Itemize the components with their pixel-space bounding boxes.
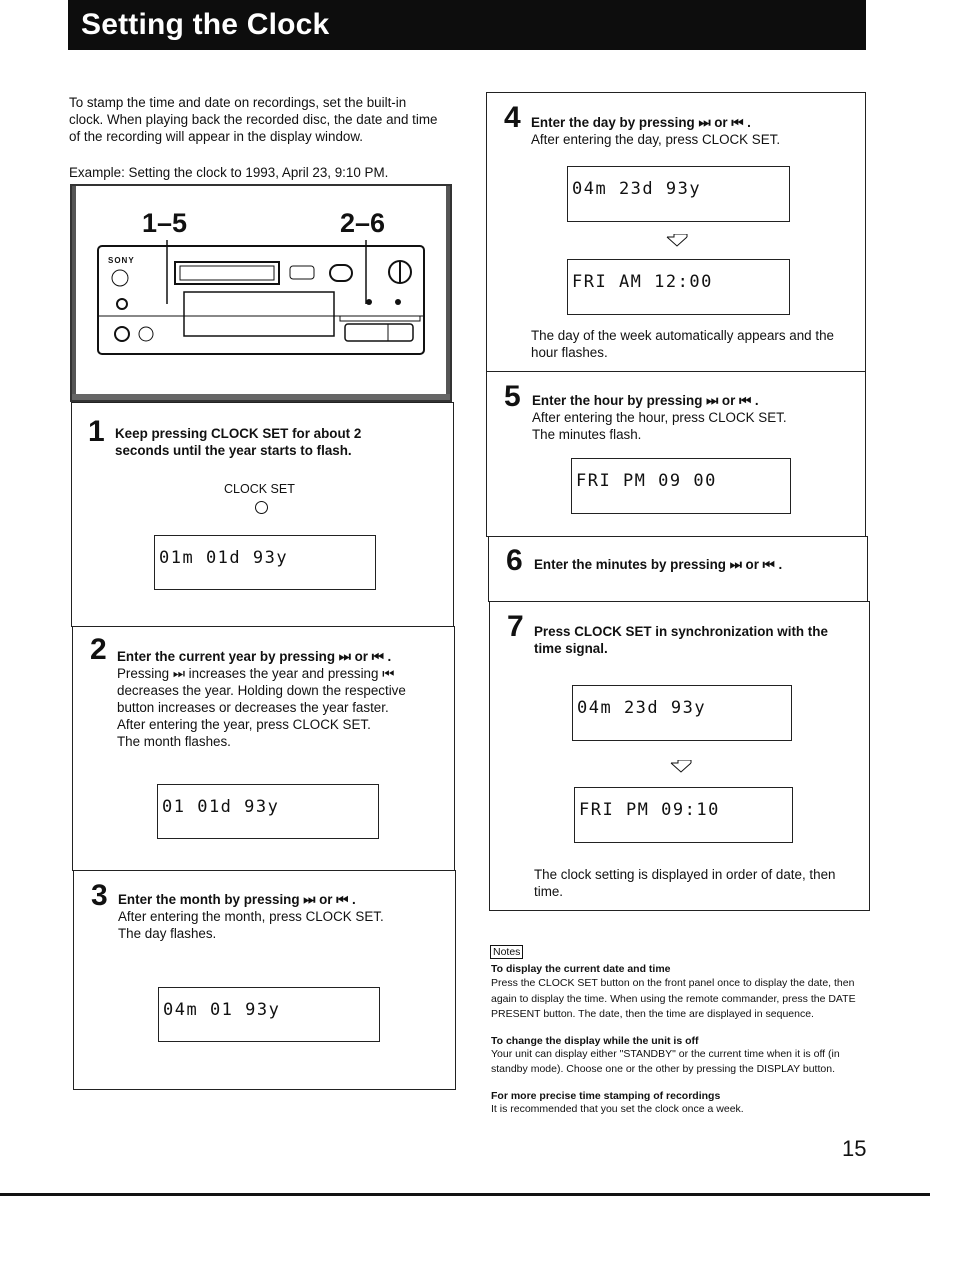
step-6-panel xyxy=(488,536,868,602)
step-2-lcd: 01 01d 93y xyxy=(157,784,379,839)
device-figure xyxy=(70,184,452,402)
step-4-number: 4 xyxy=(504,101,521,134)
step-7-text: The clock setting is displayed in order of date, then time. xyxy=(534,867,836,899)
step-5-body: After entering the hour, press CLOCK SET. The minutes flash. xyxy=(532,410,787,442)
step-6-number: 6 xyxy=(506,544,523,577)
step-6-title: Enter the minutes by pressing ⏭ or ⏮ . xyxy=(534,557,783,572)
intro-text: To stamp the time and date on recordings, set the built-in clock. When playing back the recorded disc, the date and time of the recording will appear in the display window. xyxy=(69,95,438,144)
step-3-body: After entering the month, press CLOCK SET. The day flashes. xyxy=(118,909,384,941)
backward-skip-icon: ⏮ xyxy=(382,666,395,681)
note-1-text: Press the CLOCK SET button on the front panel once to display the date, then again to display the time. When using the remote commander, press the DATE PRESENT button. The date, then the time are displayed in sequence. xyxy=(491,977,856,1020)
forward-skip-icon: ⏭ xyxy=(698,115,711,130)
step-2-number: 2 xyxy=(90,633,107,666)
figure-label-left: 1–5 xyxy=(142,208,188,238)
step-2-title: Enter the current year by pressing ⏭ or ⏮ . xyxy=(117,649,392,664)
step-7-lcd-date: 04m 23d 93y xyxy=(572,685,792,741)
step-7-number: 7 xyxy=(507,610,524,643)
backward-skip-icon: ⏮ xyxy=(336,892,349,907)
down-arrow-icon xyxy=(665,234,689,248)
forward-skip-icon: ⏭ xyxy=(172,666,185,681)
down-arrow-icon xyxy=(669,760,693,774)
forward-skip-icon: ⏭ xyxy=(706,393,719,408)
step-5-title: Enter the hour by pressing ⏭ or ⏮ . xyxy=(532,393,759,408)
step-3-number: 3 xyxy=(91,879,108,912)
step-1-panel xyxy=(71,402,454,627)
step-3-title: Enter the month by pressing ⏭ or ⏮ . xyxy=(118,892,356,907)
step-1-number: 1 xyxy=(88,415,105,448)
step-4-lcd-time: FRI AM 12:00 xyxy=(567,259,790,315)
backward-skip-icon: ⏮ xyxy=(739,393,752,408)
step-7-lcd-time: FRI PM 09:10 xyxy=(574,787,793,843)
bottom-rule xyxy=(0,1193,930,1196)
step-5-number: 5 xyxy=(504,380,521,413)
step-4-title: Enter the day by pressing ⏭ or ⏮ . xyxy=(531,115,751,130)
step-7-title: Press CLOCK SET in synchronization with the time signal. xyxy=(534,624,828,656)
step-3-panel xyxy=(73,870,456,1090)
step-2-body: Pressing ⏭ increases the year and pressing ⏮ decreases the year. Holding down the respective button increases or decreases the year faster. After entering the year, press CLOCK SET. The month flashes. xyxy=(117,666,406,749)
page-title: Setting the Clock xyxy=(81,8,330,41)
note-3-text: It is recommended that you set the clock once a week. xyxy=(491,1102,744,1115)
forward-skip-icon: ⏭ xyxy=(303,892,316,907)
step-4-text-1: After entering the day, press CLOCK SET. xyxy=(531,132,781,147)
step-2-panel xyxy=(72,626,455,871)
step-1-title: Keep pressing CLOCK SET for about 2 seconds until the year starts to flash. xyxy=(115,426,362,458)
step-4-text-2: The day of the week automatically appears and the hour flashes. xyxy=(531,328,834,360)
backward-skip-icon: ⏮ xyxy=(371,649,384,664)
clock-set-button-icon xyxy=(255,501,268,514)
figure-label-right: 2–6 xyxy=(340,208,386,238)
title-bar xyxy=(68,0,866,50)
step-5-lcd: FRI PM 09 00 xyxy=(571,458,791,514)
note-2-title: To change the display while the unit is off xyxy=(491,1034,699,1047)
brand-logo: SONY xyxy=(108,256,135,265)
note-1-title: To display the current date and time xyxy=(491,963,671,975)
example-text: Example: Setting the clock to 1993, April 23, 9:10 PM. xyxy=(69,165,389,180)
step-4-lcd-date: 04m 23d 93y xyxy=(567,166,790,222)
step-5-panel xyxy=(486,371,866,537)
clock-set-button-label: CLOCK SET xyxy=(224,482,295,496)
notes-label: Notes xyxy=(490,945,523,959)
note-3-title: For more precise time stamping of recordings xyxy=(491,1089,721,1102)
step-3-lcd: 04m 01 93y xyxy=(158,987,380,1042)
step-7-panel xyxy=(489,601,870,911)
step-1-lcd: 01m 01d 93y xyxy=(154,535,376,590)
backward-skip-icon: ⏮ xyxy=(762,557,775,572)
minidisc-deck-illustration xyxy=(72,186,450,398)
page-number: 15 xyxy=(842,1136,867,1161)
forward-skip-icon: ⏭ xyxy=(338,649,351,664)
step-4-panel xyxy=(486,92,866,372)
note-2-text: Your unit can display either "STANDBY" or the current time when it is off (in standby mode). Choose one or the other by pressing the DISPLAY button. xyxy=(491,1047,840,1075)
forward-skip-icon: ⏭ xyxy=(729,557,742,572)
notes-section xyxy=(491,963,876,1117)
backward-skip-icon: ⏮ xyxy=(731,115,744,130)
